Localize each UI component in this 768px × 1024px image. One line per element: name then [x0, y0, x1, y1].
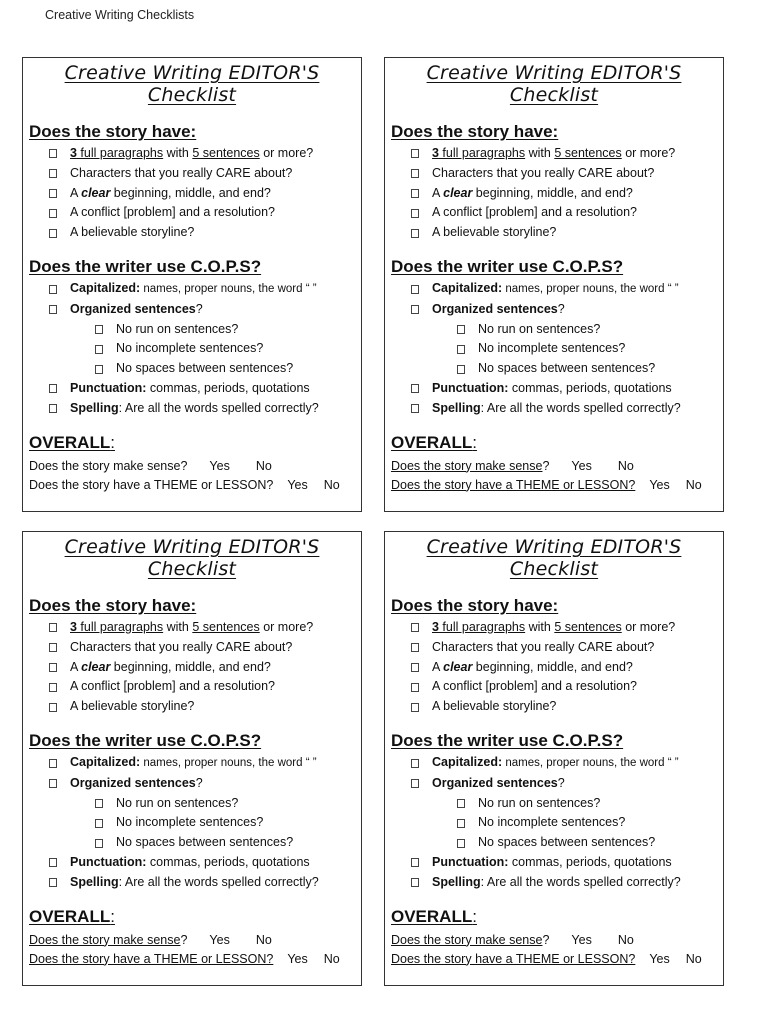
list-item: Spelling: Are all the words spelled correctly? [29, 873, 355, 893]
overall-question-theme: Does the story have a THEME or LESSON? Yes No [391, 476, 717, 495]
checkbox[interactable] [411, 683, 419, 692]
checkbox[interactable] [457, 819, 465, 828]
list-item: Characters that you really CARE about? [391, 638, 717, 658]
checkbox[interactable] [411, 169, 419, 178]
list-item: Characters that you really CARE about? [391, 164, 717, 184]
yes-option[interactable]: Yes [649, 951, 670, 966]
checkbox[interactable] [411, 643, 419, 652]
list-item: A believable storyline? [391, 697, 717, 717]
overall-question-sense: Does the story make sense ? Yes No [29, 931, 355, 950]
yes-option[interactable]: Yes [571, 458, 592, 473]
list-item: 3 full paragraphs with 5 sentences or more? [391, 144, 717, 164]
checkbox[interactable] [411, 229, 419, 238]
list-item: A believable storyline? [391, 223, 717, 243]
no-option[interactable]: No [617, 932, 634, 947]
checkbox[interactable] [411, 189, 419, 198]
checkbox[interactable] [457, 325, 465, 334]
list-item: No run on sentences? [29, 794, 355, 814]
no-option[interactable]: No [255, 932, 272, 947]
no-option[interactable]: No [617, 458, 634, 473]
story-heading: Does the story have: [391, 122, 559, 141]
checkbox[interactable] [457, 345, 465, 354]
overall-heading: OVERALL: [391, 432, 477, 452]
story-checklist [29, 144, 355, 243]
list-item: No run on sentences? [29, 320, 355, 340]
checkbox[interactable] [49, 643, 57, 652]
overall-question-sense: Does the story make sense ? Yes No [391, 457, 717, 476]
checkbox[interactable] [49, 305, 57, 314]
list-item: No run on sentences? [391, 320, 717, 340]
list-item: Spelling: Are all the words spelled correctly? [29, 399, 355, 419]
card-title: Creative Writing EDITOR'S Checklist [426, 62, 682, 106]
checkbox[interactable] [411, 209, 419, 218]
checkbox[interactable] [49, 878, 57, 887]
overall-question-sense: Does the story make sense ? Yes No [29, 457, 355, 476]
cops-heading: Does the writer use C.O.P.S? [391, 256, 624, 276]
yes-option[interactable]: Yes [209, 932, 230, 947]
checkbox[interactable] [411, 779, 419, 788]
cops-checklist [29, 753, 355, 893]
checkbox[interactable] [457, 839, 465, 848]
list-item: Characters that you really CARE about? [29, 164, 355, 184]
checkbox[interactable] [49, 189, 57, 198]
story-checklist [391, 618, 717, 717]
checklist-card-top-right [384, 57, 724, 512]
list-item: No spaces between sentences? [391, 359, 717, 379]
list-item: Organized sentences? [29, 300, 355, 320]
yes-option[interactable]: Yes [287, 951, 308, 966]
list-item: Punctuation: commas, periods, quotations [29, 379, 355, 399]
card-title: Creative Writing EDITOR'S Checklist [64, 62, 320, 106]
cops-heading: Does the writer use C.O.P.S? [29, 256, 262, 276]
cops-heading: Does the writer use C.O.P.S? [29, 730, 262, 750]
story-heading: Does the story have: [29, 596, 197, 615]
list-item: A believable storyline? [29, 223, 355, 243]
list-item: A believable storyline? [29, 697, 355, 717]
card-title: Creative Writing EDITOR'S Checklist [64, 536, 320, 580]
cops-checklist [391, 753, 717, 893]
checkbox[interactable] [49, 703, 57, 712]
checkbox[interactable] [49, 683, 57, 692]
overall-heading: OVERALL: [29, 906, 115, 926]
checkbox[interactable] [457, 799, 465, 808]
no-option[interactable]: No [255, 458, 272, 473]
checkbox[interactable] [411, 703, 419, 712]
list-item: Capitalized: names, proper nouns, the word “ ” [29, 753, 355, 774]
checklist-card-top-left [22, 57, 362, 512]
page-header: Creative Writing Checklists [45, 8, 195, 22]
no-option[interactable]: No [323, 477, 340, 492]
checkbox[interactable] [411, 384, 419, 393]
checkbox[interactable] [49, 384, 57, 393]
list-item: Organized sentences? [391, 774, 717, 794]
list-item: 3 full paragraphs with 5 sentences or more? [29, 144, 355, 164]
checkbox[interactable] [411, 858, 419, 867]
cops-checklist [391, 279, 717, 419]
checkbox[interactable] [411, 305, 419, 314]
overall-question-theme: Does the story have a THEME or LESSON? Yes No [391, 950, 717, 969]
checkbox[interactable] [95, 799, 103, 808]
story-heading: Does the story have: [29, 122, 197, 141]
cops-checklist [29, 279, 355, 419]
list-item: A clear beginning, middle, and end? [29, 184, 355, 204]
list-item: 3 full paragraphs with 5 sentences or more? [29, 618, 355, 638]
story-heading: Does the story have: [391, 596, 559, 615]
list-item: No incomplete sentences? [391, 339, 717, 359]
checkbox[interactable] [49, 663, 57, 672]
checkbox[interactable] [95, 839, 103, 848]
checkbox[interactable] [49, 209, 57, 218]
list-item: Characters that you really CARE about? [29, 638, 355, 658]
checkbox[interactable] [49, 285, 57, 294]
checkbox[interactable] [411, 878, 419, 887]
checkbox[interactable] [49, 779, 57, 788]
overall-question-sense: Does the story make sense ? Yes No [391, 931, 717, 950]
checkbox[interactable] [49, 229, 57, 238]
list-item: Punctuation: commas, periods, quotations [391, 379, 717, 399]
checkbox[interactable] [49, 623, 57, 632]
overall-question-theme: Does the story have a THEME or LESSON? Yes No [29, 950, 355, 969]
story-checklist [391, 144, 717, 243]
card-title: Creative Writing EDITOR'S Checklist [426, 536, 682, 580]
checklist-card-bottom-left [22, 531, 362, 986]
checkbox[interactable] [49, 169, 57, 178]
yes-option[interactable]: Yes [209, 458, 230, 473]
checkbox[interactable] [49, 149, 57, 158]
yes-option[interactable]: Yes [649, 477, 670, 492]
list-item: Spelling: Are all the words spelled correctly? [391, 873, 717, 893]
list-item: Capitalized: names, proper nouns, the word “ ” [391, 753, 717, 774]
checkbox[interactable] [411, 285, 419, 294]
list-item: Punctuation: commas, periods, quotations [391, 853, 717, 873]
list-item: A conflict [problem] and a resolution? [391, 203, 717, 223]
no-option[interactable]: No [685, 951, 702, 966]
list-item: Spelling: Are all the words spelled correctly? [391, 399, 717, 419]
list-item: No incomplete sentences? [29, 339, 355, 359]
checkbox[interactable] [95, 325, 103, 334]
overall-heading: OVERALL: [29, 432, 115, 452]
no-option[interactable]: No [685, 477, 702, 492]
yes-option[interactable]: Yes [571, 932, 592, 947]
list-item: A conflict [problem] and a resolution? [29, 677, 355, 697]
checkbox[interactable] [411, 404, 419, 413]
checkbox[interactable] [49, 759, 57, 768]
list-item: No run on sentences? [391, 794, 717, 814]
list-item: No spaces between sentences? [29, 833, 355, 853]
checkbox[interactable] [49, 858, 57, 867]
checkbox[interactable] [95, 365, 103, 374]
checklist-card-bottom-right [384, 531, 724, 986]
checkbox[interactable] [411, 663, 419, 672]
list-item: Organized sentences? [391, 300, 717, 320]
list-item: 3 full paragraphs with 5 sentences or more? [391, 618, 717, 638]
list-item: A clear beginning, middle, and end? [391, 658, 717, 678]
checkbox[interactable] [457, 365, 465, 374]
list-item: A clear beginning, middle, and end? [391, 184, 717, 204]
list-item: A conflict [problem] and a resolution? [391, 677, 717, 697]
list-item: A clear beginning, middle, and end? [29, 658, 355, 678]
list-item: Punctuation: commas, periods, quotations [29, 853, 355, 873]
overall-heading: OVERALL: [391, 906, 477, 926]
checkbox[interactable] [49, 404, 57, 413]
list-item: No spaces between sentences? [391, 833, 717, 853]
list-item: Capitalized: names, proper nouns, the word “ ” [29, 279, 355, 300]
cops-heading: Does the writer use C.O.P.S? [391, 730, 624, 750]
story-checklist [29, 618, 355, 717]
checkbox[interactable] [95, 819, 103, 828]
checkbox[interactable] [411, 623, 419, 632]
list-item: No incomplete sentences? [29, 813, 355, 833]
list-item: A conflict [problem] and a resolution? [29, 203, 355, 223]
list-item: No spaces between sentences? [29, 359, 355, 379]
list-item: Organized sentences? [29, 774, 355, 794]
checkbox[interactable] [95, 345, 103, 354]
checkbox[interactable] [411, 759, 419, 768]
yes-option[interactable]: Yes [287, 477, 308, 492]
list-item: No incomplete sentences? [391, 813, 717, 833]
list-item: Capitalized: names, proper nouns, the word “ ” [391, 279, 717, 300]
overall-question-theme: Does the story have a THEME or LESSON? Yes No [29, 476, 355, 495]
no-option[interactable]: No [323, 951, 340, 966]
checkbox[interactable] [411, 149, 419, 158]
